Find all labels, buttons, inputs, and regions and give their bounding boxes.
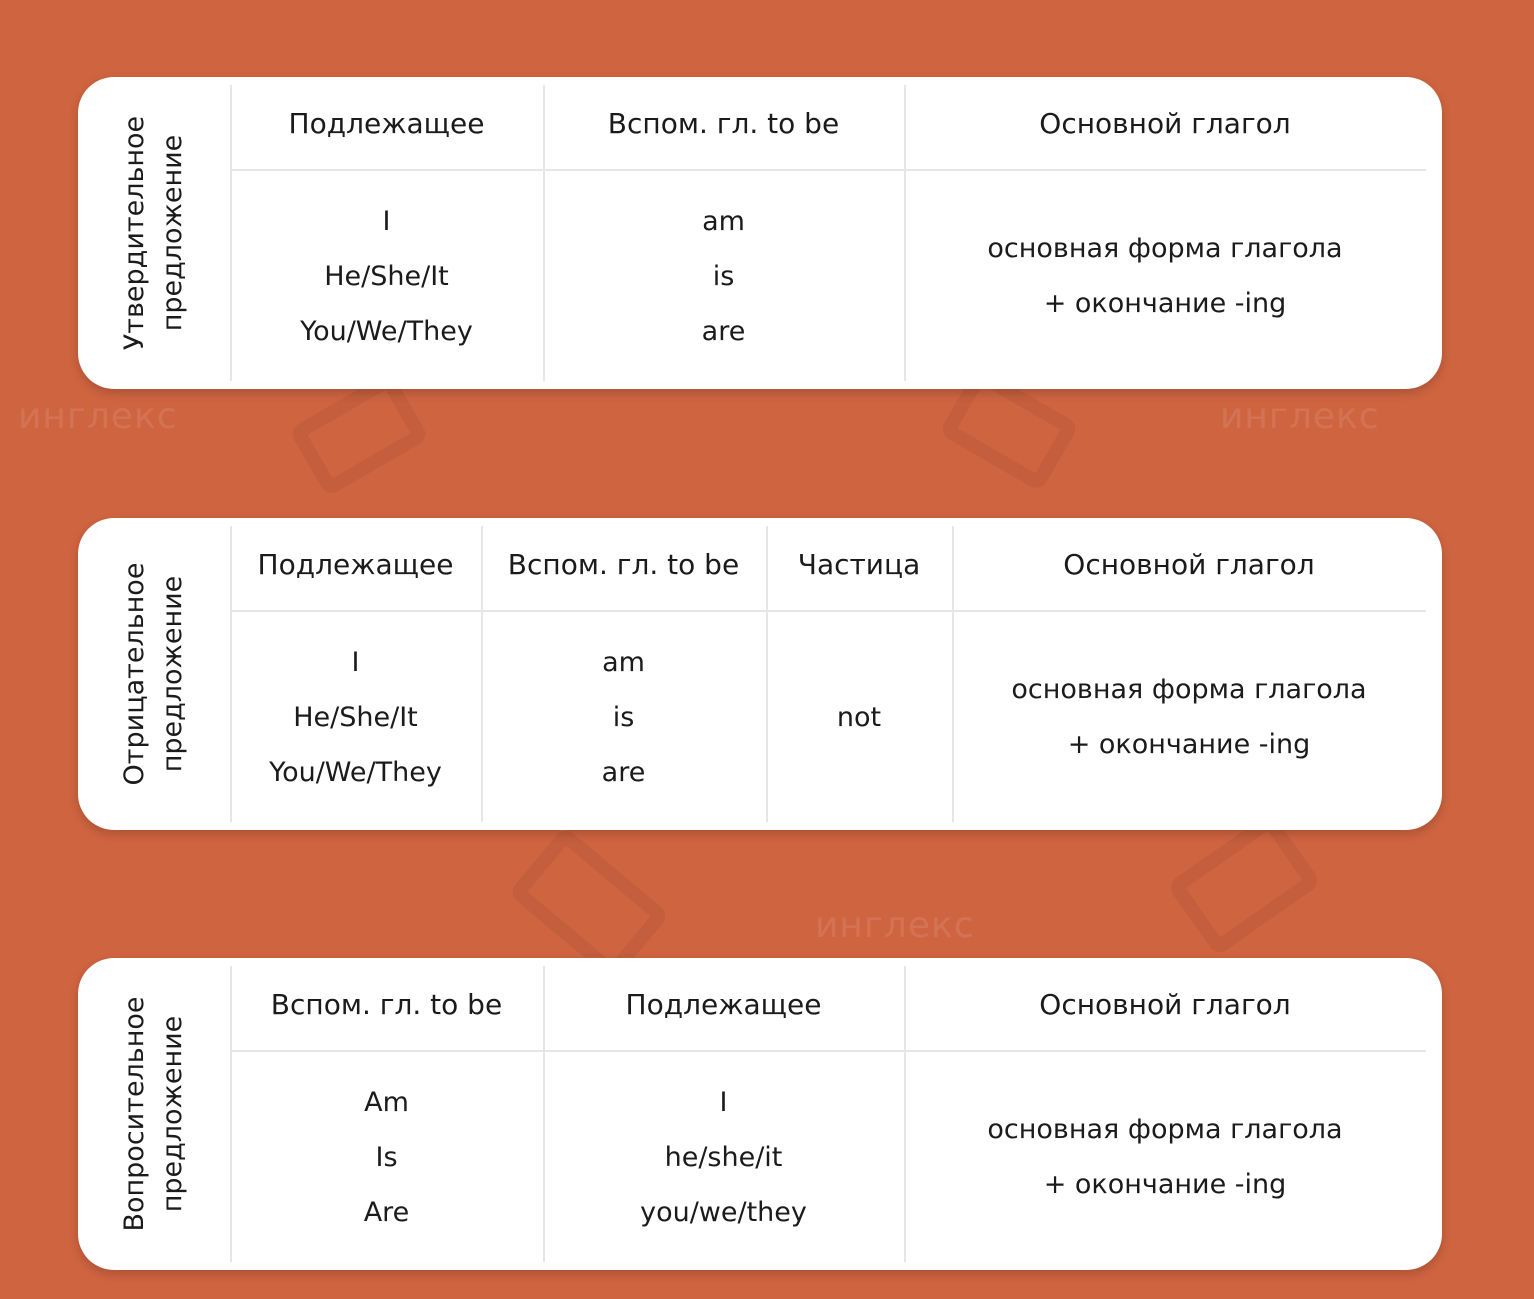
header-particle: Частица — [797, 547, 921, 581]
cell-line: is — [712, 260, 735, 292]
background-decoration — [1166, 811, 1321, 957]
cell-line: He/She/It — [293, 701, 418, 733]
cell-line: основная форма глагола — [1011, 674, 1367, 705]
cell-line: you/we/they — [640, 1196, 807, 1228]
cell-line: is — [612, 701, 635, 733]
cell-line: Is — [375, 1141, 398, 1173]
background-decoration — [288, 371, 429, 498]
affirmative-grid — [230, 77, 1426, 389]
cell-line: You/We/They — [269, 756, 442, 788]
affirmative-table — [78, 77, 1442, 389]
cell-line: He/She/It — [324, 260, 449, 292]
watermark-text: инглекс — [18, 396, 178, 437]
interrogative-label — [78, 958, 230, 1270]
affirmative-label-line2: предложение — [157, 134, 188, 332]
cell-line: I — [719, 1086, 728, 1118]
cell-line: not — [836, 701, 882, 733]
cell-line: I — [351, 646, 360, 678]
cell-auxiliary — [230, 1052, 543, 1262]
affirmative-label — [78, 77, 230, 389]
cell-line: Am — [364, 1086, 409, 1118]
header-auxiliary: Вспом. гл. to be — [607, 106, 840, 140]
cell-line: are — [601, 756, 646, 788]
cell-auxiliary — [543, 171, 904, 381]
cell-subject — [543, 1052, 904, 1262]
header-main-verb: Основной глагол — [1039, 106, 1291, 140]
cell-line: + окончание -ing — [1043, 288, 1287, 319]
cell-line: I — [382, 205, 391, 237]
interrogative-table — [78, 958, 1442, 1270]
header-subject: Подлежащее — [625, 987, 822, 1021]
negative-table — [78, 518, 1442, 830]
cell-main-verb — [904, 1052, 1426, 1262]
cell-subject — [230, 171, 543, 381]
interrogative-label-line2: предложение — [157, 1015, 188, 1213]
cell-line: am — [602, 646, 645, 678]
header-auxiliary: Вспом. гл. to be — [270, 987, 503, 1021]
cell-line: are — [701, 315, 746, 347]
negative-grid — [230, 518, 1426, 830]
cell-main-verb — [904, 171, 1426, 381]
cell-line: You/We/They — [300, 315, 473, 347]
negative-label-line2: предложение — [157, 575, 188, 773]
header-subject: Подлежащее — [257, 547, 454, 581]
cell-line: Are — [363, 1196, 410, 1228]
watermark-text: инглекс — [1220, 396, 1380, 437]
cell-line: he/she/it — [664, 1141, 783, 1173]
negative-label — [78, 518, 230, 830]
header-auxiliary: Вспом. гл. to be — [507, 547, 740, 581]
header-subject: Подлежащее — [288, 106, 485, 140]
interrogative-grid — [230, 958, 1426, 1270]
cell-line: основная форма глагола — [987, 233, 1343, 264]
cell-line: + окончание -ing — [1067, 729, 1311, 760]
cell-line: am — [702, 205, 745, 237]
cell-auxiliary — [481, 612, 766, 822]
cell-subject — [230, 612, 481, 822]
cell-line: основная форма глагола — [987, 1114, 1343, 1145]
cell-main-verb — [952, 612, 1426, 822]
cell-particle — [766, 612, 952, 822]
cell-line: + окончание -ing — [1043, 1169, 1287, 1200]
interrogative-label-line1: Вопросительное — [119, 996, 150, 1232]
negative-label-line1: Отрицательное — [119, 562, 150, 786]
watermark-text: инглекс — [815, 905, 975, 946]
affirmative-label-line1: Утвердительное — [119, 115, 150, 351]
header-main-verb: Основной глагол — [1039, 987, 1291, 1021]
header-main-verb: Основной глагол — [1063, 547, 1315, 581]
